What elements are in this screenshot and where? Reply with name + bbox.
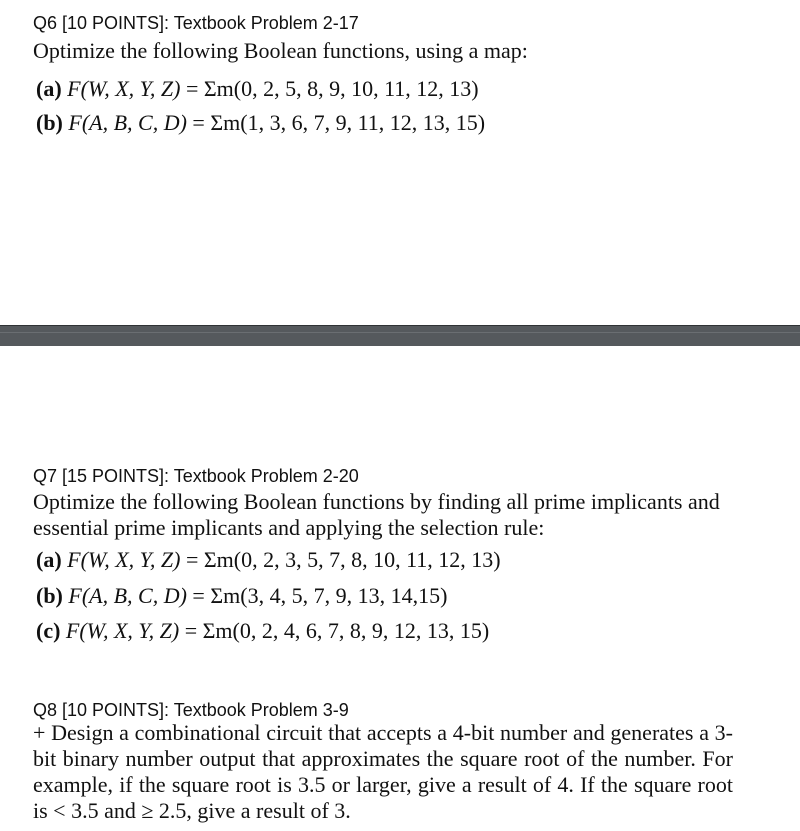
q6-part-b-label: (b) xyxy=(36,110,63,135)
q8-body: + Design a combinational circuit that accepts a 4-bit number and generates a 3-bit binary number output that approximates the square root of the number. For example, if the square root is 3.5 or larger, give a result of 4. If the square root is < 3.5 and ≥ 2.5, give a result of 3. xyxy=(33,720,733,823)
section-divider xyxy=(0,325,800,346)
q7-prompt-line-2: essential prime implicants and applying the selection rule: xyxy=(33,515,545,540)
q7-part-c-expression: = Σm(0, 2, 4, 6, 7, 8, 9, 12, 13, 15) xyxy=(184,618,490,643)
q6-part-a-label: (a) xyxy=(36,76,62,101)
q6-part-b-function: F(A, B, C, D) xyxy=(68,110,187,135)
q7-part-c-function: F(W, X, Y, Z) xyxy=(65,618,180,643)
q7-part-b-label: (b) xyxy=(36,583,63,608)
q7-prompt-line-1: Optimize the following Boolean functions by finding all prime implicants and xyxy=(33,489,720,514)
q7-part-c-label: (c) xyxy=(36,618,61,643)
q7-part-b xyxy=(36,583,447,609)
q7-part-b-expression: = Σm(3, 4, 5, 7, 9, 13, 14,15) xyxy=(192,583,448,608)
q6-prompt: Optimize the following Boolean functions, using a map: xyxy=(33,38,528,63)
q7-part-a-function: F(W, X, Y, Z) xyxy=(67,547,181,572)
q6-part-b-expression: = Σm(1, 3, 6, 7, 9, 11, 12, 13, 15) xyxy=(192,110,486,135)
q7-part-a-label: (a) xyxy=(36,547,62,572)
q8-header: Q8 [10 POINTS]: Textbook Problem 3-9 xyxy=(33,700,349,720)
q6-header: Q6 [10 POINTS]: Textbook Problem 2-17 xyxy=(33,13,359,33)
q7-part-b-function: F(A, B, C, D) xyxy=(68,583,187,608)
q6-part-a-function: F(W, X, Y, Z) xyxy=(67,76,181,101)
q6-part-a xyxy=(36,76,479,102)
q7-part-a-expression: = Σm(0, 2, 3, 5, 7, 8, 10, 11, 12, 13) xyxy=(185,547,501,572)
q7-header: Q7 [15 POINTS]: Textbook Problem 2-20 xyxy=(33,466,359,486)
q7-part-c xyxy=(36,618,489,644)
q6-part-b xyxy=(36,110,485,136)
q6-part-a-expression: = Σm(0, 2, 5, 8, 9, 10, 11, 12, 13) xyxy=(185,76,479,101)
q7-part-a xyxy=(36,547,501,573)
